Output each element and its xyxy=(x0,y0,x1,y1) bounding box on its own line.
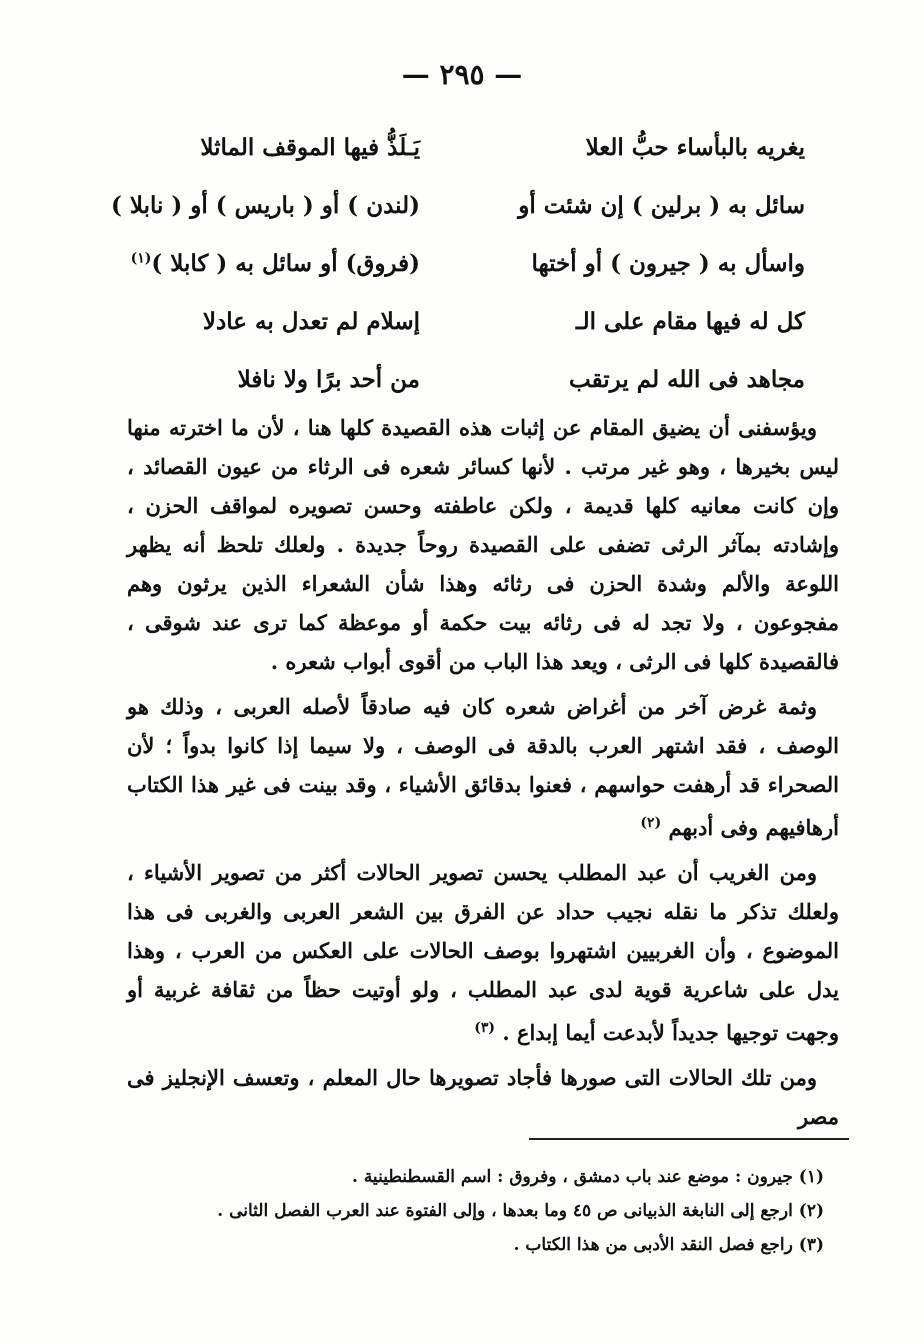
footnotes xyxy=(124,1160,824,1262)
footnote-marker: (٢) xyxy=(640,815,662,831)
poem-verse xyxy=(120,118,805,176)
poem-hemistich-first: مجاهد فى الله لم يرتقب xyxy=(569,365,805,393)
footnote-marker: (٣) xyxy=(474,1020,495,1036)
paragraph: ويؤسفنى أن يضيق المقام عن إثبات هذه القصيدة كلها هنا ، لأن ما اخترته منها ليس بخيرها ، وهو غير مرتب . لأنها كسائر شعره فى الرثاء من عيون القصائد ، وإن كانت معانيه كلها قديمة ، ولكن عاطفته وحسن تصويره لمواقف الحزن ، وإشادته بمآثر الرثى تضفى على القصيدة روحاً جديدة . ولعلك تلحظ أنه يظهر اللوعة والألم وشدة الحزن فى رثائه وهذا شأن الشعراء الذين يرثون وهم مفجوعون ، ولا تجد له فى رثائه بيت حكمة أو موعظة كما ترى عند شوقى ، فالقصيدة كلها فى الرثى ، ويعد هذا الباب من أقوى أبواب شعره . xyxy=(127,415,839,674)
body-text xyxy=(127,408,839,1136)
poem-hemistich-second: يَـلَذُّ فيها الموقف الماثلا xyxy=(200,133,420,161)
poem-hemistich-first: سائل به ( برلين ) إن شئت أو xyxy=(518,191,805,219)
poem-hemistich-second: من أحد برًا ولا نافلا xyxy=(237,365,420,393)
poem-verse xyxy=(120,350,805,408)
poem-verse xyxy=(120,234,805,292)
poem-hemistich-second xyxy=(120,250,420,277)
footnote: (٢) ارجع إلى النابغة الذبيانى ص ٤٥ وما بعدها ، وإلى الفتوة عند العرب الفصل الثانى . xyxy=(217,1201,824,1221)
paragraph-text: ومن الغريب أن عبد المطلب يحسن تصوير الحالات أكثر من تصوير الأشياء ، ولعلك تذكر ما نقله نجيب حداد عن الفرق بين الشعر العربى والغربى فى هذا الموضوع ، وأن الغربيين اشتهروا بوصف الحالات على العكس من العرب ، وهذا يدل على شاعرية قوية لدى عبد المطلب ، ولو أوتيت حظاً من ثقافة غربية أو وجهت توجيها جديداً لأبدعت أيما إبداع . xyxy=(127,860,839,1045)
poem-hemistich-first: واسأل به ( جيرون ) أو أختها xyxy=(531,249,805,277)
paragraph xyxy=(127,853,839,1052)
footnote-divider xyxy=(529,1138,849,1140)
poem-hemistich-first: كل له فيها مقام على الـ xyxy=(575,307,805,335)
poem xyxy=(110,118,805,408)
poem-verse xyxy=(120,292,805,350)
footnote-marker: (١) xyxy=(130,249,152,266)
poem-hemistich-second: (لندن ) أو ( باريس ) أو ( نابلا ) xyxy=(110,191,420,219)
footnote: (٣) راجع فصل النقد الأدبى من هذا الكتاب . xyxy=(513,1235,824,1255)
poem-hemistich-first: يغريه بالبأساء حبُّ العلا xyxy=(585,133,805,161)
paragraph-text: وثمة غرض آخر من أغراض شعره كان فيه صادقاً لأصله العربى ، وذلك هو الوصف ، فقد اشتهر العرب بالدقة فى الوصف ، ولا سيما إذا كانوا بدواً ؛ لأن الصحراء قد أرهفت حواسهم ، فعنوا بدقائق الأشياء ، وقد بينت فى غير هذا الكتاب أرهافيهم وفى أدبهم xyxy=(127,694,839,840)
page-number: — ٢٩٥ — xyxy=(401,58,523,91)
poem-verse xyxy=(110,176,805,234)
paragraph: ومن تلك الحالات التى صورها فأجاد تصويرها حال المعلم ، وتعسف الإنجليز فى مصر xyxy=(127,1065,839,1129)
footnote: (١) جيرون : موضع عند باب دمشق ، وفروق : اسم القسطنطينية . xyxy=(351,1167,824,1187)
paragraph xyxy=(127,687,839,847)
poem-hemistich-second: إسلام لم تعدل به عادلا xyxy=(202,307,420,335)
poem-hemistich-text: (فروق) أو سائل به ( كابلا ) xyxy=(151,249,420,277)
